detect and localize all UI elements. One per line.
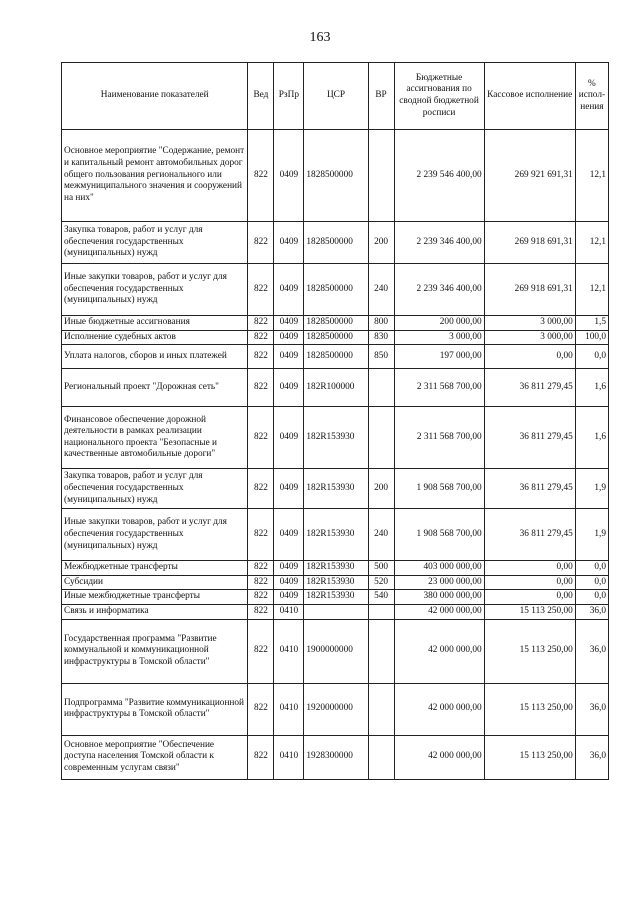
cell-percent: 100,0	[575, 330, 608, 345]
cell-budget: 2 239 546 400,00	[394, 130, 484, 222]
cell-rzpr: 0409	[274, 222, 304, 264]
budget-execution-table	[61, 62, 609, 780]
header-percent: % испол-нения	[575, 63, 608, 130]
cell-percent: 1,6	[575, 369, 608, 407]
cell-cash: 36 811 279,45	[484, 469, 575, 509]
cell-percent: 0,0	[575, 590, 608, 605]
table-row	[62, 407, 609, 469]
cell-rzpr: 0409	[274, 330, 304, 345]
cell-name: Субсидии	[62, 575, 248, 590]
cell-rzpr: 0409	[274, 316, 304, 331]
cell-ved: 822	[248, 509, 274, 561]
cell-ved: 822	[248, 735, 274, 779]
cell-budget: 200 000,00	[394, 316, 484, 331]
cell-vr: 830	[368, 330, 394, 345]
cell-vr	[368, 369, 394, 407]
cell-rzpr: 0409	[274, 264, 304, 316]
cell-ved: 822	[248, 605, 274, 620]
cell-csr: 182R153930	[304, 509, 368, 561]
cell-cash: 36 811 279,45	[484, 407, 575, 469]
cell-csr: 182R153930	[304, 561, 368, 576]
cell-cash: 269 918 691,31	[484, 222, 575, 264]
cell-ved: 822	[248, 330, 274, 345]
cell-vr: 240	[368, 264, 394, 316]
cell-csr: 1828500000	[304, 330, 368, 345]
cell-rzpr: 0410	[274, 683, 304, 735]
cell-rzpr: 0409	[274, 345, 304, 369]
table-row	[62, 605, 609, 620]
cell-rzpr: 0410	[274, 605, 304, 620]
cell-ved: 822	[248, 130, 274, 222]
cell-percent: 1,5	[575, 316, 608, 331]
cell-name: Основное мероприятие "Обеспечение доступа населения Томской области к современным услугам связи"	[62, 735, 248, 779]
cell-budget: 2 311 568 700,00	[394, 407, 484, 469]
cell-cash: 0,00	[484, 590, 575, 605]
cell-vr: 240	[368, 509, 394, 561]
table-row	[62, 369, 609, 407]
cell-cash: 3 000,00	[484, 316, 575, 331]
cell-cash: 0,00	[484, 561, 575, 576]
cell-budget: 2 239 346 400,00	[394, 264, 484, 316]
cell-rzpr: 0409	[274, 575, 304, 590]
cell-name: Уплата налогов, сборов и иных платежей	[62, 345, 248, 369]
cell-vr: 200	[368, 222, 394, 264]
cell-name: Связь и информатика	[62, 605, 248, 620]
cell-csr: 182R153930	[304, 469, 368, 509]
cell-csr: 182R153930	[304, 590, 368, 605]
cell-ved: 822	[248, 264, 274, 316]
cell-cash: 3 000,00	[484, 330, 575, 345]
table-row	[62, 575, 609, 590]
cell-budget: 2 311 568 700,00	[394, 369, 484, 407]
cell-name: Иные закупки товаров, работ и услуг для обеспечения государственных (муниципальных) нужд	[62, 264, 248, 316]
header-name: Наименование показателей	[62, 63, 248, 130]
cell-csr: 182R153930	[304, 575, 368, 590]
cell-vr	[368, 619, 394, 683]
header-ved: Вед	[248, 63, 274, 130]
cell-rzpr: 0409	[274, 509, 304, 561]
cell-rzpr: 0409	[274, 369, 304, 407]
cell-csr: 1828500000	[304, 345, 368, 369]
cell-cash: 0,00	[484, 345, 575, 369]
cell-vr	[368, 407, 394, 469]
cell-percent: 1,9	[575, 509, 608, 561]
cell-name: Иные закупки товаров, работ и услуг для обеспечения государственных (муниципальных) нужд	[62, 509, 248, 561]
cell-budget: 1 908 568 700,00	[394, 509, 484, 561]
cell-name: Закупка товаров, работ и услуг для обеспечения государственных (муниципальных) нужд	[62, 222, 248, 264]
cell-csr: 1828500000	[304, 130, 368, 222]
cell-cash: 0,00	[484, 575, 575, 590]
cell-rzpr: 0410	[274, 619, 304, 683]
cell-vr	[368, 605, 394, 620]
cell-name: Подпрограмма "Развитие коммуникационной инфраструктуры в Томской области"	[62, 683, 248, 735]
cell-csr: 1828500000	[304, 316, 368, 331]
cell-vr: 850	[368, 345, 394, 369]
cell-percent: 36,0	[575, 735, 608, 779]
cell-rzpr: 0409	[274, 561, 304, 576]
cell-percent: 1,6	[575, 407, 608, 469]
cell-budget: 42 000 000,00	[394, 619, 484, 683]
table-row	[62, 316, 609, 331]
cell-rzpr: 0409	[274, 469, 304, 509]
cell-rzpr: 0409	[274, 590, 304, 605]
cell-cash: 15 113 250,00	[484, 619, 575, 683]
cell-percent: 0,0	[575, 575, 608, 590]
cell-rzpr: 0409	[274, 407, 304, 469]
cell-cash: 269 921 691,31	[484, 130, 575, 222]
cell-vr: 800	[368, 316, 394, 331]
cell-budget: 197 000,00	[394, 345, 484, 369]
cell-budget: 1 908 568 700,00	[394, 469, 484, 509]
cell-csr	[304, 605, 368, 620]
cell-ved: 822	[248, 222, 274, 264]
header-vr: ВР	[368, 63, 394, 130]
cell-percent: 36,0	[575, 619, 608, 683]
cell-ved: 822	[248, 683, 274, 735]
table-row	[62, 619, 609, 683]
cell-cash: 36 811 279,45	[484, 369, 575, 407]
cell-cash: 15 113 250,00	[484, 735, 575, 779]
cell-ved: 822	[248, 369, 274, 407]
table-header-row	[62, 63, 609, 130]
cell-vr	[368, 130, 394, 222]
header-cash: Кассовое исполнение	[484, 63, 575, 130]
table-row	[62, 345, 609, 369]
cell-vr	[368, 683, 394, 735]
cell-name: Основное мероприятие "Содержание, ремонт и капитальный ремонт автомобильных дорог общего пользования регионального или межмуниципального значения и сооружений на них"	[62, 130, 248, 222]
cell-vr: 520	[368, 575, 394, 590]
cell-csr: 1828500000	[304, 264, 368, 316]
cell-csr: 1828500000	[304, 222, 368, 264]
cell-name: Закупка товаров, работ и услуг для обеспечения государственных (муниципальных) нужд	[62, 469, 248, 509]
cell-name: Финансовое обеспечение дорожной деятельности в рамках реализации национального проекта "Безопасные и качественные автомобильные дороги"	[62, 407, 248, 469]
cell-percent: 12,1	[575, 222, 608, 264]
table-row	[62, 735, 609, 779]
cell-vr	[368, 735, 394, 779]
header-csr: ЦСР	[304, 63, 368, 130]
cell-budget: 42 000 000,00	[394, 683, 484, 735]
cell-percent: 12,1	[575, 264, 608, 316]
table-row	[62, 561, 609, 576]
cell-csr: 1920000000	[304, 683, 368, 735]
cell-name: Государственная программа "Развитие коммунальной и коммуникационной инфраструктуры в Томской области"	[62, 619, 248, 683]
cell-name: Региональный проект "Дорожная сеть"	[62, 369, 248, 407]
cell-budget: 23 000 000,00	[394, 575, 484, 590]
cell-name: Межбюджетные трансферты	[62, 561, 248, 576]
cell-vr: 540	[368, 590, 394, 605]
cell-name: Иные межбюджетные трансферты	[62, 590, 248, 605]
cell-percent: 1,9	[575, 469, 608, 509]
table-row	[62, 130, 609, 222]
cell-cash: 15 113 250,00	[484, 683, 575, 735]
cell-rzpr: 0410	[274, 735, 304, 779]
cell-ved: 822	[248, 575, 274, 590]
cell-budget: 403 000 000,00	[394, 561, 484, 576]
cell-budget: 42 000 000,00	[394, 605, 484, 620]
table-row	[62, 509, 609, 561]
cell-csr: 182R100000	[304, 369, 368, 407]
page-number: 163	[309, 30, 331, 45]
header-budget: Бюджетные ассигнования по сводной бюджетной росписи	[394, 63, 484, 130]
cell-ved: 822	[248, 590, 274, 605]
table-row	[62, 469, 609, 509]
cell-cash: 269 918 691,31	[484, 264, 575, 316]
cell-percent: 0,0	[575, 345, 608, 369]
table-row	[62, 683, 609, 735]
header-rzpr: РзПр	[274, 63, 304, 130]
cell-cash: 36 811 279,45	[484, 509, 575, 561]
cell-csr: 1900000000	[304, 619, 368, 683]
cell-name: Иные бюджетные ассигнования	[62, 316, 248, 331]
cell-ved: 822	[248, 561, 274, 576]
cell-budget: 2 239 346 400,00	[394, 222, 484, 264]
cell-percent: 36,0	[575, 683, 608, 735]
cell-csr: 1928300000	[304, 735, 368, 779]
cell-percent: 36,0	[575, 605, 608, 620]
cell-ved: 822	[248, 619, 274, 683]
cell-percent: 12,1	[575, 130, 608, 222]
cell-budget: 380 000 000,00	[394, 590, 484, 605]
table-row	[62, 264, 609, 316]
cell-ved: 822	[248, 407, 274, 469]
cell-vr: 200	[368, 469, 394, 509]
cell-ved: 822	[248, 345, 274, 369]
cell-csr: 182R153930	[304, 407, 368, 469]
cell-name: Исполнение судебных актов	[62, 330, 248, 345]
cell-budget: 42 000 000,00	[394, 735, 484, 779]
cell-cash: 15 113 250,00	[484, 605, 575, 620]
cell-rzpr: 0409	[274, 130, 304, 222]
cell-ved: 822	[248, 316, 274, 331]
cell-percent: 0,0	[575, 561, 608, 576]
cell-vr: 500	[368, 561, 394, 576]
table-row	[62, 330, 609, 345]
cell-budget: 3 000,00	[394, 330, 484, 345]
table-row	[62, 590, 609, 605]
table-row	[62, 222, 609, 264]
cell-ved: 822	[248, 469, 274, 509]
